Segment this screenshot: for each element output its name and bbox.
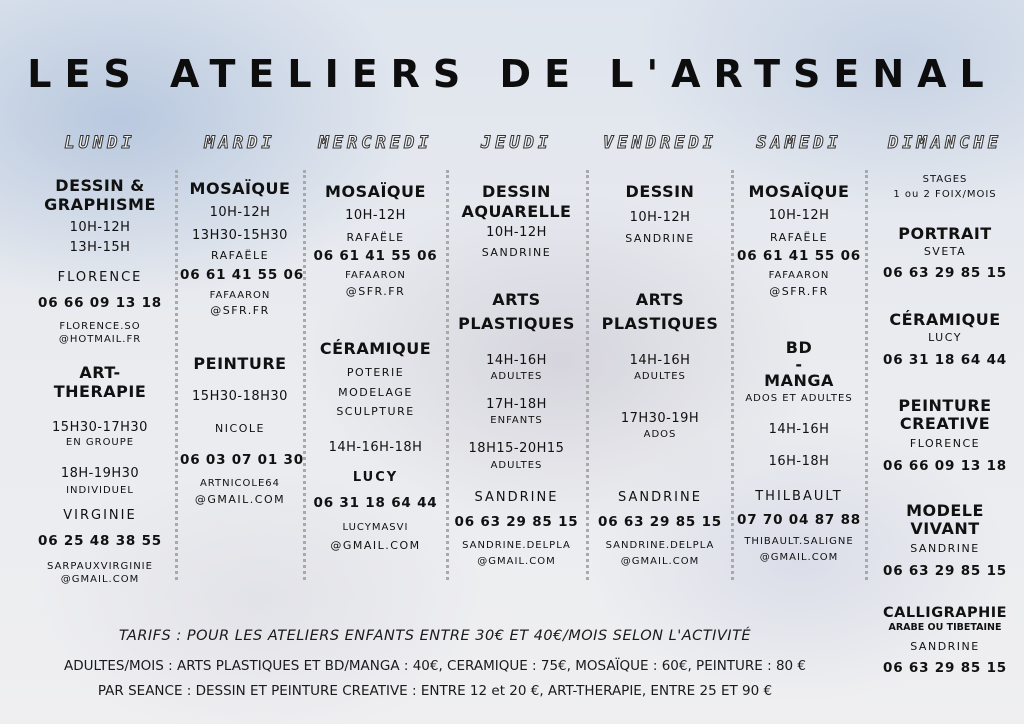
schedule-time: 15H30-17H30 <box>52 420 148 435</box>
teacher-name: VIRGINIE <box>63 508 137 523</box>
activity-title: MODELE <box>906 501 984 520</box>
activity-title: CALLIGRAPHIE <box>882 605 1008 621</box>
day-header-mercredi: MERCREDI <box>318 133 433 153</box>
activity-subtype: SCULPTURE <box>336 405 415 418</box>
teacher-name: FLORENCE <box>57 270 143 285</box>
email: FAFAARON <box>209 290 271 301</box>
activity-title: VIVANT <box>910 519 980 538</box>
activity-title: DESSIN <box>482 182 551 201</box>
schedule-note: ADULTES <box>490 371 543 382</box>
schedule-note: ADOS ET ADULTES <box>745 393 853 404</box>
phone-number: 06 61 41 55 06 <box>737 248 861 264</box>
email: @GMAIL.COM <box>330 539 421 552</box>
email: ARTNICOLE64 <box>199 478 281 489</box>
column-lundi <box>30 0 170 600</box>
stages-note: 1 ou 2 FOIX/MOIS <box>893 189 997 200</box>
email: SANDRINE.DELPLA <box>462 540 571 551</box>
teacher-name: SANDRINE <box>474 490 559 505</box>
email: @GMAIL.COM <box>60 574 140 585</box>
teacher-name: LUCY <box>928 331 962 344</box>
schedule-time: 16H-18H <box>768 454 830 469</box>
phone-number: 06 61 41 55 06 <box>180 267 304 283</box>
activity-title: DESSIN & <box>55 176 145 195</box>
activity-title: ARTS <box>492 290 541 309</box>
phone-number: 06 63 29 85 15 <box>883 563 1007 579</box>
activity-title: - <box>795 355 803 374</box>
activity-title: ARTS <box>635 290 685 309</box>
activity-title: MOSAÏQUE <box>748 182 850 201</box>
stages-note: STAGES <box>922 174 968 185</box>
phone-number: 06 31 18 64 44 <box>313 495 438 511</box>
schedule-time: 14H-16H-18H <box>328 440 423 455</box>
teacher-name: RAFAËLE <box>769 231 829 244</box>
teacher-name: SANDRINE <box>625 232 695 245</box>
phone-number: 06 25 48 38 55 <box>38 533 162 549</box>
activity-title: PLASTIQUES <box>458 314 575 333</box>
schedule-time: 17H-18H <box>486 397 547 412</box>
column-divider <box>731 170 734 580</box>
day-header-vendredi: VENDREDI <box>603 133 717 153</box>
activity-title: MOSAÏQUE <box>189 179 291 198</box>
schedule-note: ADULTES <box>490 460 543 471</box>
phone-number: 06 63 29 85 15 <box>598 514 722 530</box>
email: SANDRINE.DELPLA <box>605 540 715 551</box>
schedule-time: 18H-19H30 <box>60 466 140 481</box>
phone-number: 06 63 29 85 15 <box>454 514 579 530</box>
teacher-name: SANDRINE <box>618 490 702 505</box>
activity-title: MANGA <box>764 371 834 390</box>
teacher-name: SANDRINE <box>910 640 980 653</box>
activity-title: PORTRAIT <box>898 224 992 243</box>
phone-number: 06 66 09 13 18 <box>38 295 162 311</box>
column-mardi <box>180 0 304 600</box>
email: @GMAIL.COM <box>759 552 839 563</box>
day-header-samedi: SAMEDI <box>756 133 842 153</box>
email: @SFR.FR <box>210 304 270 317</box>
activity-title: GRAPHISME <box>44 195 156 214</box>
phone-number: 06 66 09 13 18 <box>883 458 1007 474</box>
email: @GMAIL.COM <box>620 556 700 567</box>
teacher-name: FLORENCE <box>909 437 981 450</box>
day-header-dimanche: DIMANCHE <box>888 133 1002 153</box>
schedule-time: 10H-12H <box>345 208 406 223</box>
activity-subtype: POTERIE <box>346 366 405 379</box>
column-divider <box>865 170 868 580</box>
email: @SFR.FR <box>345 285 406 298</box>
pricing-line-children: TARIFS : POUR LES ATELIERS ENFANTS ENTRE 30€ ET 40€/MOIS SELON L'ACTIVITÉ <box>118 628 752 644</box>
schedule-time: 10H-12H <box>629 210 691 225</box>
email: @GMAIL.COM <box>194 493 286 506</box>
schedule-note: EN GROUPE <box>65 437 135 448</box>
schedule-time: 10H-12H <box>69 220 131 235</box>
activity-subtype: MODELAGE <box>338 386 413 399</box>
activity-title: ART- <box>79 363 121 382</box>
schedule-note: ENFANTS <box>490 415 543 426</box>
activity-title: PLASTIQUES <box>601 314 719 333</box>
column-jeudi <box>450 0 583 600</box>
schedule-time: 10H-12H <box>768 208 830 223</box>
email: FAFAARON <box>345 270 406 281</box>
phone-number: 06 63 29 85 15 <box>883 265 1007 281</box>
email: @HOTMAIL.FR <box>58 334 142 345</box>
activity-title: PEINTURE <box>193 354 287 373</box>
email: LUCYMASVI <box>342 522 409 533</box>
activity-title: CÉRAMIQUE <box>889 310 1001 329</box>
activity-title: THERAPIE <box>53 382 147 401</box>
column-divider <box>586 170 589 580</box>
column-mercredi <box>308 0 443 600</box>
phone-number: 06 31 18 64 44 <box>883 352 1007 368</box>
schedule-time: 14H-16H <box>768 422 830 437</box>
schedule-note: INDIVIDUEL <box>66 485 134 496</box>
phone-number: 06 61 41 55 06 <box>313 248 438 264</box>
pricing-line-adults: ADULTES/MOIS : ARTS PLASTIQUES ET BD/MANGA : 40€, CERAMIQUE : 75€, MOSAÏQUE : 60€, PEINTURE : 80 € <box>63 658 807 674</box>
schedule-time: 15H30-18H30 <box>192 389 288 404</box>
teacher-name: THILBAULT <box>755 489 843 504</box>
email: @SFR.FR <box>769 285 829 298</box>
phone-number: 07 70 04 87 88 <box>737 512 861 528</box>
column-dimanche <box>870 0 1020 676</box>
column-divider <box>446 170 449 580</box>
schedule-time: 13H-15H <box>69 240 131 255</box>
teacher-name: NICOLE <box>215 422 265 435</box>
email: THIBAULT.SALIGNE <box>744 536 854 547</box>
phone-number: 06 03 07 01 30 <box>180 452 304 468</box>
email: @GMAIL.COM <box>477 556 556 567</box>
schedule-time: 10H-12H <box>486 225 547 240</box>
email: SARPAUXVIRGINIE <box>47 561 153 572</box>
schedule-time: 13H30-15H30 <box>192 228 288 243</box>
schedule-note: ADOS <box>643 429 677 440</box>
activity-title: BD <box>785 338 813 357</box>
activity-title: CREATIVE <box>899 414 991 433</box>
schedule-time: 10H-12H <box>209 205 271 220</box>
pricing-line-session: PAR SEANCE : DESSIN ET PEINTURE CREATIVE : ENTRE 12 et 20 €, ART-THERAPIE, ENTRE 25 ET 90 € <box>97 683 773 699</box>
teacher-name: SVETA <box>923 245 967 258</box>
teacher-name: LUCY <box>352 470 399 485</box>
email: FLORENCE.SO <box>59 321 141 332</box>
teacher-name: SANDRINE <box>481 246 552 259</box>
page-title: LES ATELIERS DE L'ARTSENAL <box>27 52 997 96</box>
activity-subtitle: ARABE OU TIBETAINE <box>888 622 1002 633</box>
activity-title: DESSIN <box>625 182 695 201</box>
activity-title: MOSAÏQUE <box>325 182 426 201</box>
column-divider <box>303 170 306 580</box>
phone-number: 06 63 29 85 15 <box>883 660 1007 676</box>
teacher-name: RAFAËLE <box>346 231 405 244</box>
schedule-time: 14H-16H <box>629 353 691 368</box>
email: FAFAARON <box>768 270 830 281</box>
teacher-name: SANDRINE <box>910 542 980 555</box>
activity-title: PEINTURE <box>898 396 992 415</box>
day-header-jeudi: JEUDI <box>480 133 553 153</box>
column-vendredi <box>592 0 728 600</box>
day-header-mardi: MARDI <box>204 133 276 153</box>
schedule-time: 14H-16H <box>486 353 547 368</box>
schedule-time: 17H30-19H <box>620 411 700 426</box>
teacher-name: RAFAËLE <box>210 249 270 262</box>
day-header-lundi: LUNDI <box>64 133 136 153</box>
column-divider <box>175 170 178 580</box>
activity-title: AQUARELLE <box>461 202 572 221</box>
column-samedi <box>736 0 862 600</box>
activity-title: CÉRAMIQUE <box>319 339 432 358</box>
schedule-note: ADULTES <box>634 371 686 382</box>
schedule-time: 18H15-20H15 <box>468 441 565 456</box>
